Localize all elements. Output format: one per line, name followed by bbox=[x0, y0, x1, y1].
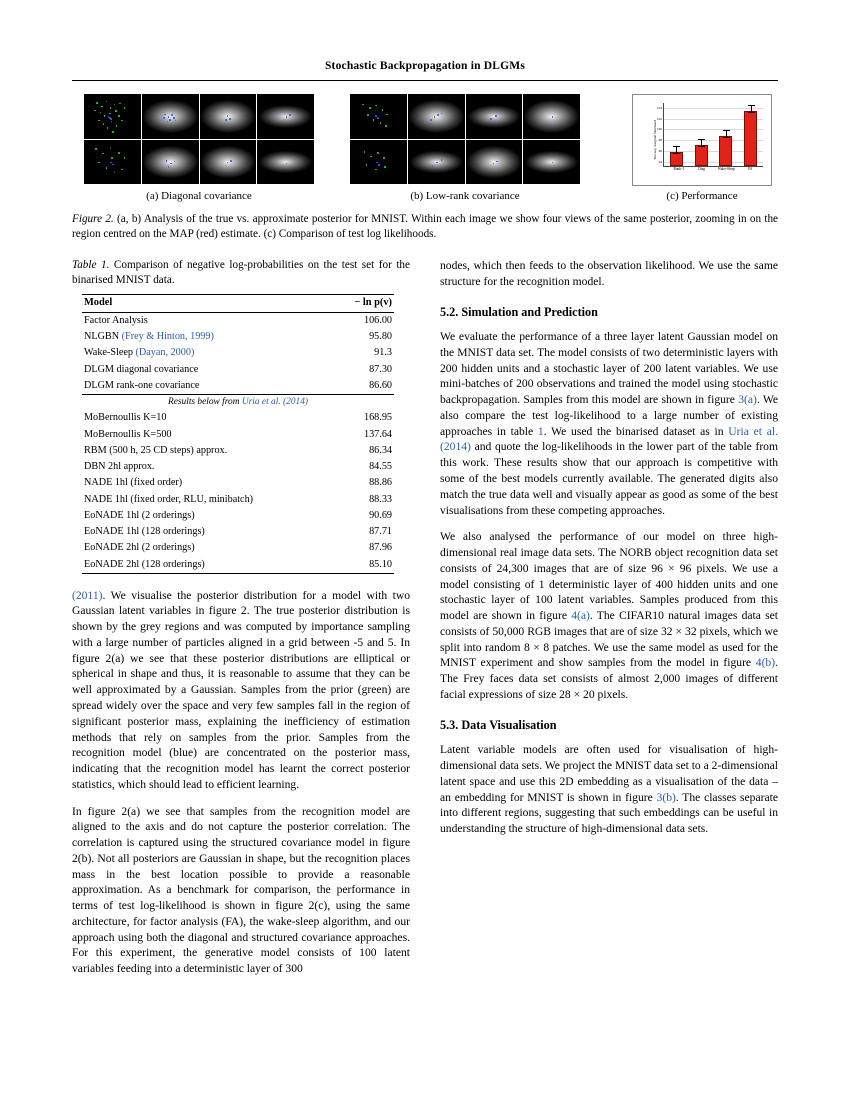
paragraph-text: . The Frey faces data set consists of almost 2,000 images of different facial expressions of size 28 × 20 pixels. bbox=[440, 656, 778, 701]
table-cell-value: 95.80 bbox=[369, 331, 392, 343]
table-cell-model bbox=[82, 329, 328, 345]
scatter-points bbox=[84, 94, 141, 139]
scatter-points bbox=[466, 140, 523, 185]
error-bar bbox=[676, 146, 677, 154]
citation-link[interactable]: (Dayan, 2000) bbox=[135, 347, 195, 359]
table-caption-text: Comparison of negative log-probabilities on the test set for the binarised MNIST data. bbox=[72, 259, 410, 287]
paragraph-text: . The classes separate into different regions, suggesting that such embeddings can be useful in understanding the structure of high-dimensional data sets. bbox=[440, 790, 778, 836]
table-row bbox=[82, 491, 394, 507]
chart-bars bbox=[664, 103, 763, 166]
figure-link[interactable]: 3(b) bbox=[656, 790, 676, 804]
table-cell-value: 87.30 bbox=[369, 363, 392, 375]
posterior-view bbox=[257, 94, 314, 139]
chart-bar bbox=[744, 111, 757, 166]
header-rule bbox=[72, 80, 778, 81]
table-cell-value: 168.95 bbox=[363, 412, 392, 424]
chart-bar bbox=[670, 152, 683, 166]
table-cell-value: 87.96 bbox=[369, 542, 392, 554]
posterior-view bbox=[142, 140, 199, 185]
table-row bbox=[82, 524, 394, 540]
paragraph-text: . We also compare the test log-likelihood to a large number of existing approaches in table bbox=[440, 393, 779, 438]
left-column bbox=[72, 258, 410, 988]
table-row bbox=[82, 556, 394, 573]
table-row bbox=[82, 329, 394, 345]
scatter-points bbox=[466, 94, 523, 139]
paragraph-text: We evaluate the performance of a three layer latent Gaussian model on the MNIST data set. The model consists of two deterministic layers with 200 hidden units and a stochastic layer of 200 latent variables. We use mini-batches of 200 observations and trained the model using stochastic backpropagation. Samples from this model are shown in figure bbox=[440, 330, 778, 407]
table-cell-value: 91.3 bbox=[374, 347, 392, 359]
chart-xtick: FA bbox=[747, 167, 753, 171]
table-row bbox=[82, 410, 394, 426]
chart-ytick: 102 bbox=[656, 116, 662, 121]
table-row bbox=[82, 312, 394, 329]
table-cell-model: DLGM diagonal covariance bbox=[84, 363, 199, 375]
scatter-points bbox=[350, 94, 407, 139]
posterior-view bbox=[350, 140, 407, 185]
paragraph-text: and quote the log-likelihoods in the lower part of the table from this work. These results show that our approach is competitive with some of the best models currently available. The generated digits also match the true data well and visually appear as good as some of the best visualisations from these competing approaches. bbox=[440, 440, 778, 517]
table-cell-model: MoBernoullis K=10 bbox=[84, 412, 167, 424]
paragraph bbox=[440, 742, 778, 837]
posterior-view bbox=[466, 94, 523, 139]
table-cell-value: 84.55 bbox=[369, 461, 392, 473]
posterior-view bbox=[523, 140, 580, 185]
table-1-caption bbox=[72, 258, 410, 288]
posterior-view bbox=[257, 140, 314, 185]
figure-panel-c-chart bbox=[632, 94, 772, 186]
table-row bbox=[82, 361, 394, 377]
posterior-view bbox=[466, 140, 523, 185]
table-row bbox=[82, 475, 394, 491]
table-cell-value: 85.10 bbox=[328, 556, 394, 573]
paragraph-text: . We used the binarised dataset as in bbox=[543, 424, 729, 438]
scatter-points bbox=[257, 94, 314, 139]
scatter-points bbox=[200, 140, 257, 185]
chart-bar bbox=[719, 136, 732, 166]
chart-ytick: 100 bbox=[656, 127, 662, 132]
table-cell-model: EoNADE 1hl (2 orderings) bbox=[84, 509, 195, 521]
table-cell-model: RBM (500 h, 25 CD steps) approx. bbox=[84, 444, 228, 456]
chart-ytick: 98 bbox=[658, 138, 662, 143]
table-col-value: − ln p(v) bbox=[328, 295, 394, 313]
table-caption-label: Table 1. bbox=[72, 259, 110, 271]
chart-ytick: 104 bbox=[656, 106, 662, 111]
posterior-view bbox=[200, 94, 257, 139]
table-cell-model: EoNADE 2hl (128 orderings) bbox=[82, 556, 328, 573]
figure-panel-c-caption: (c) Performance bbox=[666, 190, 738, 202]
table-header-row bbox=[82, 295, 394, 313]
chart-xtick: Wake-Sleep bbox=[717, 167, 735, 171]
paragraph: In figure 2(a) we see that samples from the recognition model are aligned to the axis and do not capture the posterior correlation. The correlation is captured using the structured covariance model in figure 2(b). Not all posteriors are Gaussian in shape, but the recognition places mass in the best location possible to provide a reasonable approximation. As a benchmark for comparison, the performance in terms of test log-likelihood is shown in figure 2(c), using the same architecture, for factor analysis (FA), the wake-sleep algorithm, and our approach using both the diagonal and structured covariance approaches. For this experiment, the generative model consists of 100 latent variables feeding into a deterministic layer of 300 bbox=[72, 804, 410, 976]
table-cell-value: 86.60 bbox=[369, 379, 392, 391]
table-row bbox=[82, 508, 394, 524]
table-cell-value: 90.69 bbox=[369, 509, 392, 521]
scatter-points bbox=[408, 94, 465, 139]
figure-caption bbox=[72, 212, 778, 242]
figure-panel-a bbox=[84, 94, 314, 184]
table-subnote bbox=[82, 394, 394, 410]
table-cell-value: 86.34 bbox=[369, 444, 392, 456]
paragraph-text: Latent variable models are often used for visualisation of high-dimensional data sets. We project the MNIST data set to a 2-dimensional latent space and use this 2D embedding as a visualisation of the data – an embedding for MNIST is shown in figure bbox=[440, 743, 779, 804]
figure-panel-a-caption: (a) Diagonal covariance bbox=[146, 190, 252, 202]
scatter-points bbox=[84, 140, 141, 185]
table-col-model: Model bbox=[82, 295, 328, 313]
table-header bbox=[82, 295, 394, 313]
figure-panel-b bbox=[350, 94, 580, 184]
posterior-view bbox=[350, 94, 407, 139]
chart-bar bbox=[695, 145, 708, 166]
error-bar bbox=[701, 139, 702, 147]
error-bar bbox=[726, 130, 727, 138]
table-cell-model: EoNADE 1hl (128 orderings) bbox=[84, 526, 205, 538]
scatter-points bbox=[200, 94, 257, 139]
table-cell-model: NADE 1hl (fixed order, RLU, minibatch) bbox=[84, 493, 254, 505]
paragraph bbox=[440, 329, 778, 518]
error-bar bbox=[751, 105, 752, 113]
scatter-points bbox=[350, 140, 407, 185]
scatter-points bbox=[523, 140, 580, 185]
figure-panel-b-caption: (b) Low-rank covariance bbox=[410, 190, 520, 202]
table-1 bbox=[82, 294, 394, 573]
scatter-points bbox=[523, 94, 580, 139]
section-heading-5-2: 5.2. Simulation and Prediction bbox=[440, 304, 598, 319]
table-cell-model: DLGM rank-one covariance bbox=[84, 379, 200, 391]
table-cell-value: 137.64 bbox=[363, 428, 392, 440]
running-head: Stochastic Backpropagation in DLGMs bbox=[324, 60, 526, 72]
table-cell-model: MoBernoullis K=500 bbox=[84, 428, 172, 440]
table-cell-value: 106.00 bbox=[328, 312, 394, 329]
model-name: Wake-Sleep bbox=[84, 347, 136, 359]
posterior-view bbox=[408, 94, 465, 139]
chart-xtick: Diag bbox=[698, 167, 706, 171]
table-row bbox=[82, 540, 394, 556]
table-row bbox=[82, 378, 394, 395]
paragraph bbox=[72, 588, 410, 793]
citation-link[interactable]: Uria et al. (2014) bbox=[241, 397, 308, 408]
table-cell-model: NADE 1hl (fixed order) bbox=[84, 477, 183, 489]
posterior-view bbox=[200, 140, 257, 185]
paragraph-text: We also analysed the performance of our model on three high-dimensional real image data sets. The NORB object recognition data set consists of 24,300 images that are of size 96 × 96 pixels. We use a model consisting of 1 deterministic layer of 400 hidden units and one stochastic layer of 100 latent variables. Samples produced from this model are shown in figure bbox=[440, 530, 778, 623]
paragraph: nodes, which then feeds to the observation likelihood. We use the same structure for the recognition model. bbox=[440, 259, 778, 288]
figure-link[interactable]: 3(a) bbox=[738, 393, 757, 407]
right-column bbox=[440, 258, 778, 848]
section-heading-5-3: 5.3. Data Visualisation bbox=[440, 717, 557, 732]
scatter-points bbox=[142, 94, 199, 139]
paragraph-text: . We visualise the posterior distribution for a model with two Gaussian latent variables in figure 2. The true posterior distribution is shown by the grey regions and was computed by importance sampling with a large number of particles aligned in a grid between -5 and 5. In figure 2(a) we see that these posterior distributions are elliptical or spherical in shape and thus, it is reasonable to assume that they can be well approximated by a Gaussian. Samples from the prior (green) are spread widely over the space and very few samples fall in the region of significant posterior mass, explaining the inefficiency of estimation methods that rely on samples from the prior. Samples from the recognition model (blue) are concentrated on the posterior mass, indicating that the recognition model has learnt the correct posterior statistics, which should lead to efficient learning. bbox=[72, 588, 410, 791]
figure-caption-text: (a, b) Analysis of the true vs. approximate posterior for MNIST. Within each image we show four views of the same posterior, zooming in on the region centred on the MAP (red) estimate. (c) Comparison of test log likelihoods. bbox=[72, 213, 779, 241]
chart-plot-area bbox=[656, 103, 763, 171]
scatter-points bbox=[408, 140, 465, 185]
table-cell-model: EoNADE 2hl (2 orderings) bbox=[84, 542, 195, 554]
table-row bbox=[82, 345, 394, 361]
table-row bbox=[82, 443, 394, 459]
scatter-points bbox=[257, 140, 314, 185]
chart-ylabel: Test neg. marginal likelihood bbox=[652, 120, 657, 160]
chart-xtick: Rank-1 bbox=[673, 167, 685, 171]
table-cell-model: DBN 2hl approx. bbox=[84, 461, 155, 473]
posterior-view bbox=[142, 94, 199, 139]
citation-link[interactable]: (Frey & Hinton, 1999) bbox=[121, 331, 214, 343]
paragraph-text: . The CIFAR10 natural images data set consists of 50,000 RGB images that are of size 32 × 32 pixels, which we split into random 8 × 8 patches. We use the same model as used for the MNIST experiment and show samples from the model in figure bbox=[440, 609, 778, 670]
chart-ytick: 94 bbox=[658, 159, 662, 164]
paragraph bbox=[440, 529, 778, 702]
citation-link[interactable]: Uria et al. (2014) bbox=[440, 424, 778, 454]
table-body bbox=[82, 312, 394, 573]
table-cell-value: 88.33 bbox=[369, 493, 392, 505]
figure-link[interactable]: 4(b) bbox=[755, 656, 776, 670]
posterior-view bbox=[408, 140, 465, 185]
table-row bbox=[82, 459, 394, 475]
table-row bbox=[82, 426, 394, 442]
figure-link[interactable]: 4(a) bbox=[571, 609, 590, 623]
posterior-view bbox=[84, 94, 141, 139]
citation-link[interactable]: (2011) bbox=[72, 588, 103, 602]
model-name: Factor Analysis bbox=[84, 314, 148, 326]
figure-2 bbox=[72, 94, 778, 200]
table-subnote-row bbox=[82, 394, 394, 410]
table-cell-value: 88.86 bbox=[369, 477, 392, 489]
chart-ytick: 96 bbox=[658, 148, 662, 153]
figure-caption-label: Figure 2. bbox=[72, 213, 114, 225]
posterior-view bbox=[523, 94, 580, 139]
scatter-points bbox=[142, 140, 199, 185]
table-cell-model bbox=[82, 345, 328, 361]
model-name: NLGBN bbox=[84, 331, 122, 343]
table-link[interactable]: 1 bbox=[537, 424, 544, 438]
posterior-view bbox=[84, 140, 141, 185]
table-cell-value: 87.71 bbox=[369, 526, 392, 538]
table-cell-model bbox=[82, 312, 328, 329]
subnote-text: Results below from bbox=[167, 397, 242, 408]
